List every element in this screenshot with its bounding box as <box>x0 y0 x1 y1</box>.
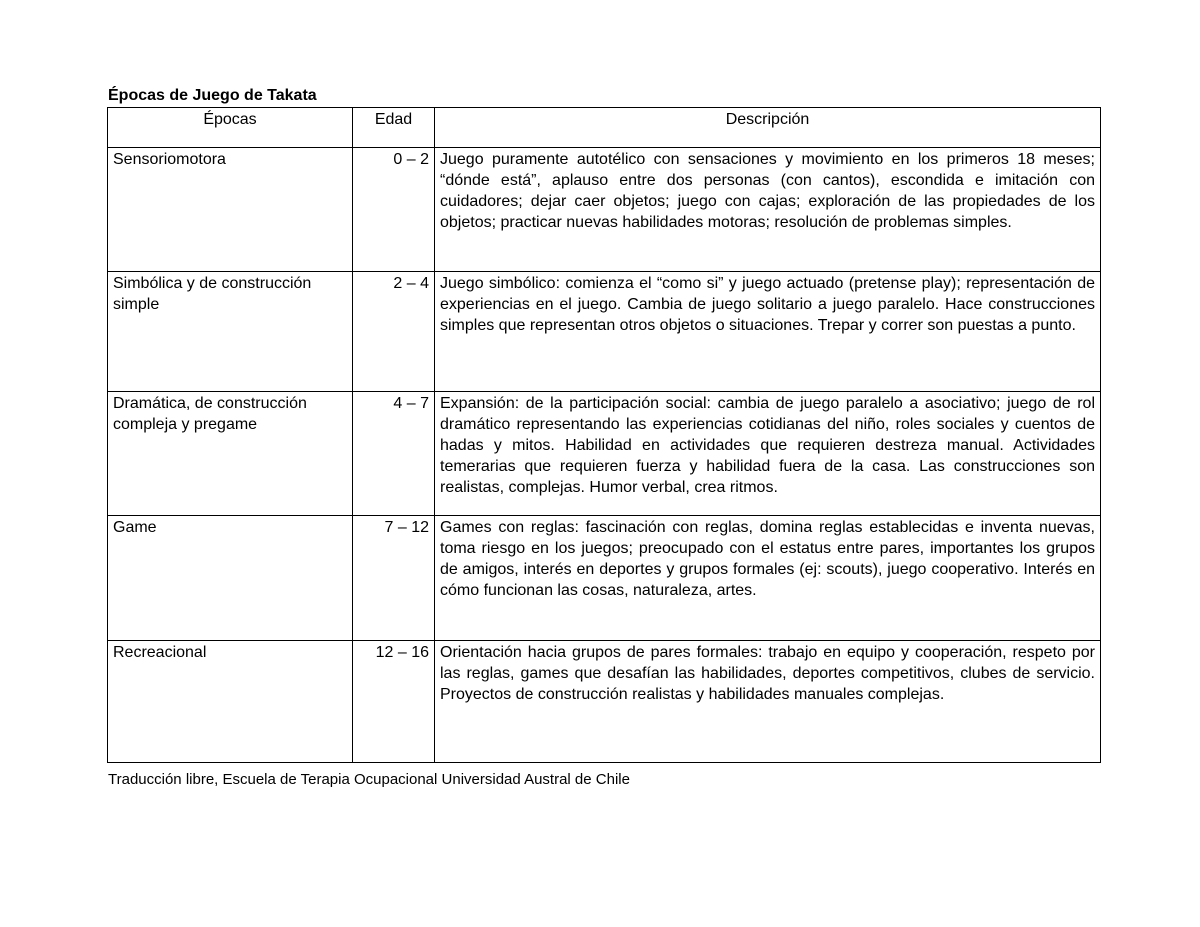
description-cell: Orientación hacia grupos de pares formales: trabajo en equipo y cooperación, respeto por las reglas, games que desafían las habilidades, deportes competitivos, clubes de servicio. Proyectos de construcción realistas y habilidades manuales complejas. <box>435 641 1101 763</box>
footer-note: Traducción libre, Escuela de Terapia Ocupacional Universidad Austral de Chile <box>108 771 630 788</box>
epochs-table <box>107 107 1101 763</box>
epoch-cell: Simbólica y de construcción simple <box>108 272 353 392</box>
description-cell: Juego simbólico: comienza el “como si” y juego actuado (pretense play); representación de experiencias en el juego. Cambia de juego solitario a juego paralelo. Hace construcciones simples que representan otros objetos o situaciones. Trepar y correr son puestas a punto. <box>435 272 1101 392</box>
age-cell: 4 – 7 <box>353 392 435 516</box>
header-descripcion: Descripción <box>435 108 1101 148</box>
epoch-cell: Game <box>108 516 353 641</box>
age-cell: 12 – 16 <box>353 641 435 763</box>
header-edad: Edad <box>353 108 435 148</box>
header-epocas: Épocas <box>108 108 353 148</box>
epoch-cell: Dramática, de construcción compleja y pregame <box>108 392 353 516</box>
age-cell: 0 – 2 <box>353 148 435 272</box>
epoch-cell: Sensoriomotora <box>108 148 353 272</box>
table-header-row <box>108 108 1101 148</box>
description-cell: Expansión: de la participación social: cambia de juego paralelo a asociativo; juego de rol dramático representando las experiencias cotidianas del niño, roles sociales y cuentos de hadas y mitos. Habilidad en actividades que requieren destreza manual. Actividades temerarias que requieren fuerza y habilidad fuera de la casa. Las construcciones son realistas, complejas. Humor verbal, crea ritmos. <box>435 392 1101 516</box>
table-row <box>108 392 1101 516</box>
age-cell: 7 – 12 <box>353 516 435 641</box>
description-cell: Juego puramente autotélico con sensaciones y movimiento en los primeros 18 meses; “dónde está”, aplauso entre dos personas (con cantos), escondida e imitación con cuidadores; dejar caer objetos; juego con cajas; exploración de las propiedades de los objetos; practicar nuevas habilidades motoras; resolución de problemas simples. <box>435 148 1101 272</box>
description-cell: Games con reglas: fascinación con reglas, domina reglas establecidas e inventa nuevas, toma riesgo en los juegos; preocupado con el estatus entre pares, importantes los grupos de amigos, interés en deportes y grupos formales (ej: scouts), juego cooperativo. Interés en cómo funcionan las cosas, naturaleza, artes. <box>435 516 1101 641</box>
age-cell: 2 – 4 <box>353 272 435 392</box>
table-row <box>108 148 1101 272</box>
epoch-cell: Recreacional <box>108 641 353 763</box>
table-row <box>108 272 1101 392</box>
table-row <box>108 641 1101 763</box>
page-title: Épocas de Juego de Takata <box>108 87 317 104</box>
table-row <box>108 516 1101 641</box>
